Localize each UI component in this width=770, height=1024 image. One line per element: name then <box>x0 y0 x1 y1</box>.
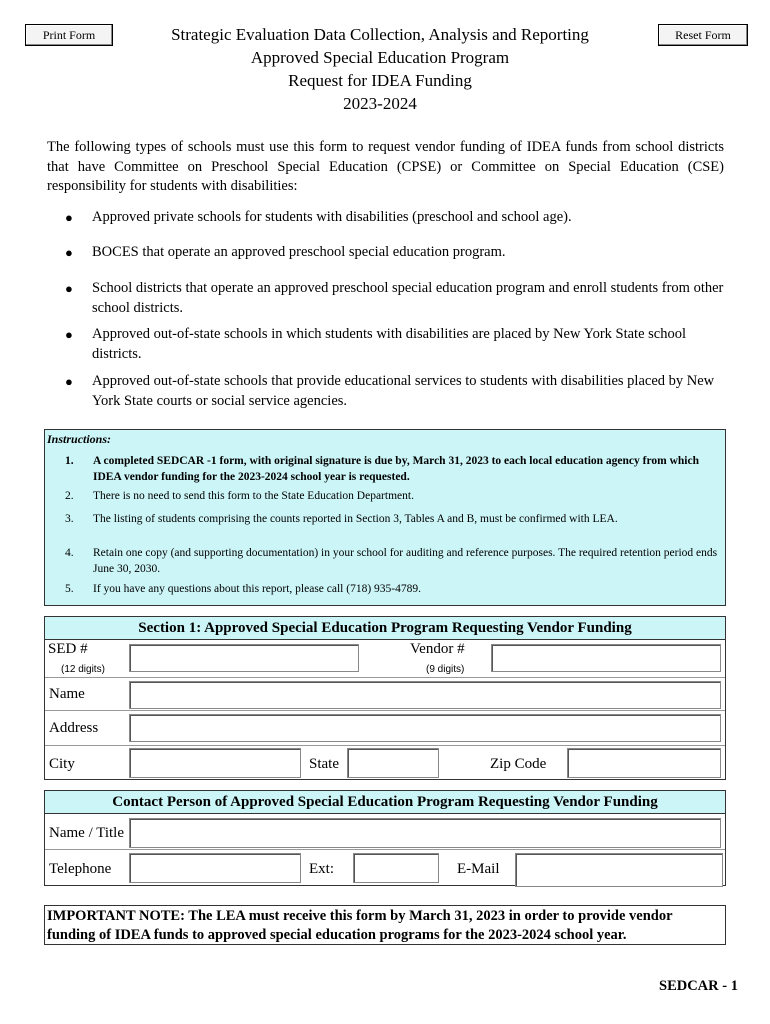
program-name-input[interactable] <box>129 681 721 709</box>
address-label: Address <box>49 720 99 736</box>
form-code: SEDCAR - 1 <box>659 978 738 994</box>
sed-vendor-row <box>45 640 725 678</box>
title-line-4: 2023-2024 <box>343 94 417 113</box>
list-item: ● BOCES that operate an approved preschool special education program. <box>65 244 506 260</box>
sed-number-input[interactable] <box>129 644 359 672</box>
list-item: ● Approved out-of-state schools in which students with disabilities are placed by New York State school districts. <box>65 326 686 362</box>
zip-code-label: Zip Code <box>490 756 547 772</box>
reset-form-button[interactable]: Reset Form <box>658 24 748 46</box>
section-1-box <box>44 616 726 780</box>
ext-label: Ext: <box>309 861 334 877</box>
address-input[interactable] <box>129 714 721 742</box>
contact-name-row <box>45 814 725 848</box>
instructions-box: Instructions: 1. A completed SEDCAR -1 form, with original signature is due by, March 31, 2023 to each local education agency from which IDEA vendor funding for the 2023-2024 school year is requested. 2. There is no need to send this form to the State Education Department. 3. The listing of students comprising the counts reported in Section 3, Tables A and B, must be confirmed with LEA. 4. Retain one copy (and supporting documentation) in your school for auditing and reference purposes. The required retention period ends June 30, 2030. 5. If you have any questions about this report, please call (718) 935-4789. <box>44 429 726 606</box>
contact-section-title: Contact Person of Approved Special Education Program Requesting Vendor Funding <box>45 791 725 814</box>
email-label: E-Mail <box>457 861 500 877</box>
state-input[interactable] <box>347 748 439 778</box>
telephone-label: Telephone <box>49 861 112 877</box>
intro-paragraph: The following types of schools must use this form to request vendor funding of IDEA funds from school districts that have Committee on Preschool Special Education (CPSE) or Committee on Special Education (CSE) responsibility for students with disabilities: <box>47 139 724 194</box>
form-title <box>140 23 620 115</box>
vendor-label: Vendor # <box>410 641 465 657</box>
telephone-input[interactable] <box>129 853 301 883</box>
sed-label: SED # <box>48 641 88 657</box>
zip-code-input[interactable] <box>567 748 721 778</box>
print-form-button[interactable]: Print Form <box>25 24 113 46</box>
vendor-number-input[interactable] <box>491 644 721 672</box>
title-line-1: Strategic Evaluation Data Collection, Analysis and Reporting <box>171 25 589 44</box>
important-note: IMPORTANT NOTE: The LEA must receive this form by March 31, 2023 in order to provide vendor funding of IDEA funds to approved special education programs for the 2023-2024 school year. <box>44 905 726 945</box>
list-item: ● Approved out-of-state schools that provide educational services to students with disabilities placed by New York State courts or social service agencies. <box>65 373 715 409</box>
city-input[interactable] <box>129 748 301 778</box>
title-line-2: Approved Special Education Program <box>250 48 510 67</box>
city-label: City <box>49 756 75 772</box>
vendor-hint: (9 digits) <box>426 664 465 675</box>
name-label: Name <box>49 686 85 702</box>
title-line-3: Request for IDEA Funding <box>288 71 472 90</box>
name-row <box>45 677 725 710</box>
sed-hint: (12 digits) <box>61 664 105 675</box>
list-item: ● Approved private schools for students with disabilities (preschool and school age). <box>65 209 572 225</box>
address-row <box>45 710 725 745</box>
state-label: State <box>309 756 339 772</box>
contact-phone-row <box>45 849 725 886</box>
contact-name-title-input[interactable] <box>129 818 721 848</box>
contact-section-box <box>44 790 726 886</box>
email-input[interactable] <box>515 853 723 887</box>
contact-name-label: Name / Title <box>49 825 125 841</box>
list-item: ● School districts that operate an approved preschool special education program and enroll students from other school districts. <box>65 280 724 316</box>
extension-input[interactable] <box>353 853 439 883</box>
instructions-heading: Instructions: <box>47 432 112 446</box>
city-state-zip-row <box>45 745 725 780</box>
section-1-title: Section 1: Approved Special Education Program Requesting Vendor Funding <box>45 617 725 640</box>
